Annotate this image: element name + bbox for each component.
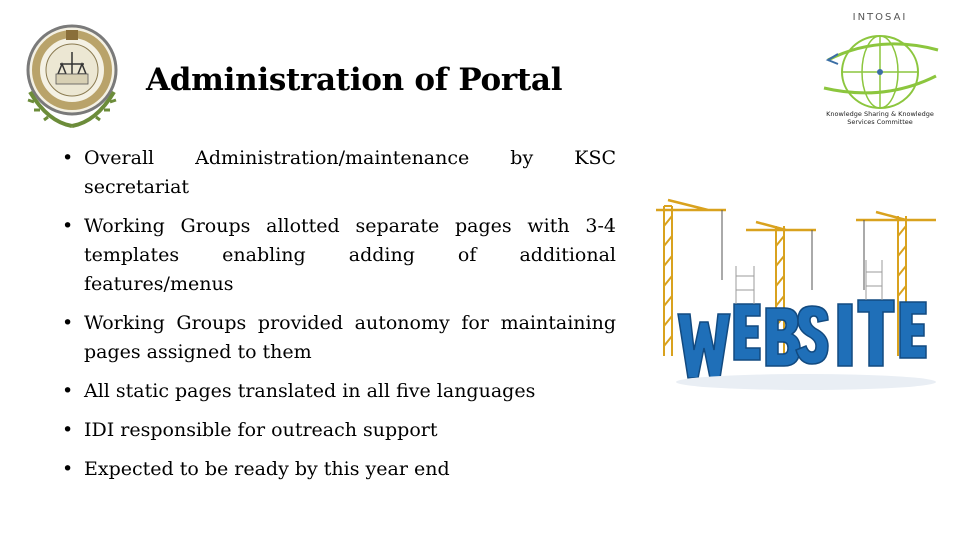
committee-caption: [818, 110, 942, 126]
slide-title: Administration of Portal: [146, 62, 563, 98]
bullet-item: • Working Groups allotted separate pages with 3-4 templates enabling adding of additional features/menus: [62, 212, 616, 299]
cag-emblem-icon: [20, 22, 128, 128]
bullet-item: • Expected to be ready by this year end: [62, 455, 616, 484]
bullet-list: [62, 144, 616, 494]
intosai-name: INTOSAI: [852, 12, 908, 23]
bullet-item: • All static pages translated in all five languages: [62, 377, 616, 406]
scaffold-icon: [736, 260, 882, 304]
website-under-construction-icon: [636, 196, 942, 412]
bullet-item: • Overall Administration/maintenance by KSC secretariat: [62, 144, 616, 202]
committee-caption-line2: Services Committee: [847, 118, 913, 126]
committee-caption-line1: Knowledge Sharing & Knowledge: [826, 110, 934, 118]
bullet-item: • Working Groups provided autonomy for maintaining pages assigned to them: [62, 309, 616, 367]
website-letters: [678, 300, 926, 378]
bullet-item: • IDI responsible for outreach support: [62, 416, 616, 445]
